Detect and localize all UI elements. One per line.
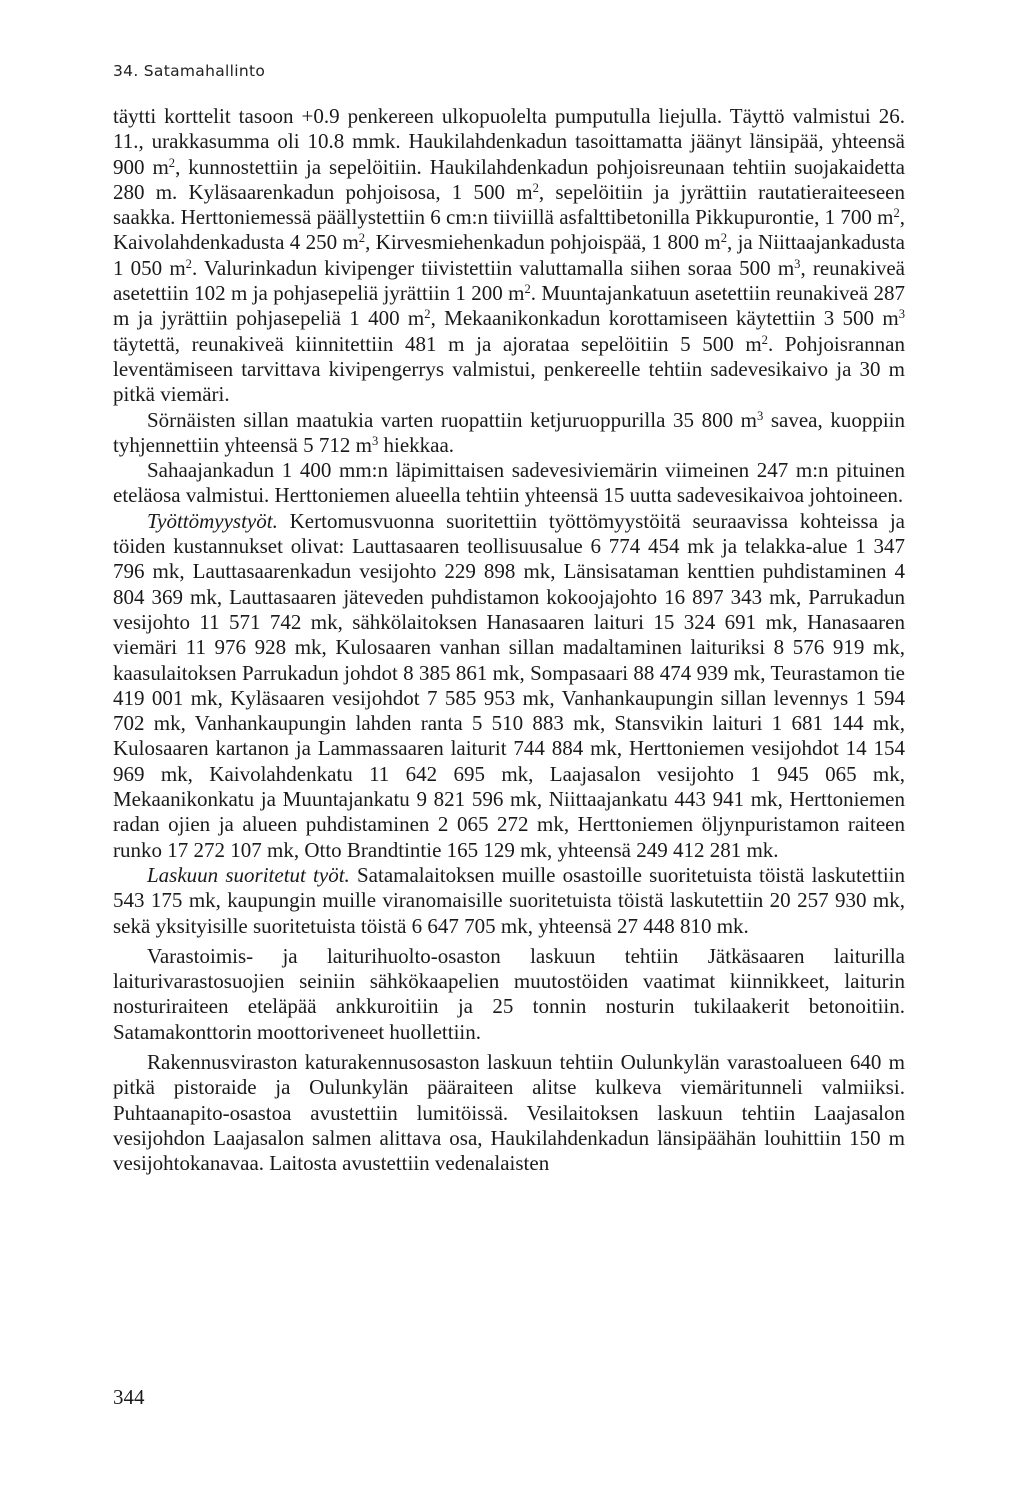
paragraph <box>113 944 905 1045</box>
text-run: Varastoimis- ja laiturihuolto-osaston laskuun tehtiin Jätkäsaaren laiturilla laiturivarastosuojien seiniin sähkökaapelien muutostöiden vaatimat kiinnikkeet, laiturin nosturiraiteen eteläpää ankkuroitiin ja 25 tonnin nosturin tukilaakerit betonoitiin. Satamakonttorin moottoriveneet huollettiin. <box>113 943 905 1044</box>
paragraph <box>113 408 905 459</box>
superscript: 2 <box>185 256 192 271</box>
superscript: 3 <box>898 307 905 322</box>
paragraph <box>113 458 905 509</box>
text-run: Rakennusviraston katurakennusosaston laskuun tehtiin Oulunkylän varastoalueen 640 m pitkä pistoraide ja Oulunkylän pääraiteen alitse kulkeva viemäritunneli valmiiksi. Puhtaanapito-osastoa avustettiin lumitöissä. Vesilaitoksen laskuun tehtiin Laajasalon vesijohdon Laajasalon salmen alittava osa, Haukilahdenkadun länsipäähän louhittiin 150 m vesijohtokanavaa. Laitosta avustettiin vedenalaisten <box>113 1049 905 1176</box>
text-run: Satamalaitoksen muille osastoille suoritetuista töistä laskutettiin 543 175 mk, kaupungin muille viranomaisille suoritetuista töistä laskutettiin 20 257 930 mk, sekä yksityisille suoritetuista töistä 6 647 705 mk, yhteensä 27 448 810 mk. <box>113 862 905 938</box>
superscript: 2 <box>532 180 539 195</box>
text-run: Sahaajankadun 1 400 mm:n läpimittaisen sadevesiviemärin viimeinen 247 m:n pituinen eteläosa valmistui. Herttoniemen alueella tehtiin yhteensä 15 uutta sadevesikaivoa johtoineen. <box>113 458 905 508</box>
text-run: täytettä, reunakiveä kiinnitettiin 481 m ja ajorataa sepelöitiin 5 500 m <box>113 331 762 356</box>
superscript: 2 <box>168 155 176 170</box>
paragraph <box>113 509 905 863</box>
paragraph <box>113 1050 905 1176</box>
paragraph <box>113 863 905 939</box>
running-head: 34. Satamahallinto <box>113 62 266 80</box>
text-run: , Kaivolahdenkadusta 4 250 m <box>113 205 905 255</box>
superscript: 3 <box>371 433 379 448</box>
text-run: , reunakiveä asetettiin 102 m ja pohjasepeliä jyrättiin 1 200 m <box>113 255 905 306</box>
body-text <box>113 104 905 1176</box>
text-run: , kunnostettiin ja sepelöitiin. Haukilahdenkadun pohjoisreunaan tehtiin suojakaidetta 280 m. Kyläsaarenkadun pohjoisosa, 1 500 m <box>113 154 905 204</box>
superscript: 2 <box>358 231 366 246</box>
text-run: . Muuntajankatuun asetettiin reunakiveä 287 m ja jyrättiin pohjasepeliä 1 400 m <box>113 281 905 331</box>
section-heading-inline: Laskuun suoritetut työt. <box>147 862 350 887</box>
superscript: 2 <box>524 282 531 297</box>
superscript: 2 <box>424 307 431 322</box>
text-run: . Valurinkadun kivipenger tiivistettiin valuttamalla siihen soraa 500 m <box>191 255 795 280</box>
superscript: 3 <box>757 408 764 423</box>
text-run: hiekkaa. <box>378 432 455 457</box>
text-run: , Kirvesmiehenkadun pohjoispää, 1 800 m <box>365 230 721 255</box>
superscript: 2 <box>893 206 900 221</box>
section-heading-inline: Työttömyystyöt. <box>147 508 278 533</box>
text-run: Sörnäisten sillan maatukia varten ruopattiin ketjuruoppurilla 35 800 m <box>147 407 757 432</box>
superscript: 2 <box>761 332 768 347</box>
text-run: , sepelöitiin ja jyrättiin rautatieraiteeseen saakka. Herttoniemessä päällystettiin 6 cm:n tiiviillä asfalttibetonilla Pikkupurontie, 1 700 m <box>113 179 905 230</box>
text-run: , Mekaanikonkadun korottamiseen käytettiin 3 500 m <box>430 306 899 331</box>
text-run: täytti korttelit tasoon +0.9 penkereen ulkopuolelta pumputulla liejulla. Täyttö valmistui 26. 11., urakkasumma oli 10.8 mmk. Haukilahdenkadun tasoittamatta jäänyt länsipää, yhteensä 900 m <box>113 104 905 179</box>
superscript: 3 <box>794 256 801 271</box>
paragraph <box>113 104 905 408</box>
text-run: . Pohjoisrannan leventämiseen tarvittava kivipengerrys valmistui, penkereelle tehtiin sadevesikaivo ja 30 m pitkä viemäri. <box>113 331 905 407</box>
text-run: Kertomusvuonna suoritettiin työttömyystöitä seuraavissa kohteissa ja töiden kustannukset olivat: Lauttasaaren teollisuusalue 6 774 454 mk ja telakka-alue 1 347 796 mk, Lauttasaarenkadun vesijohto 229 898 mk, Länsisataman kenttien puhdistaminen 4 804 369 mk, Lauttasaaren jäteveden puhdistamon kokoojajohto 16 897 343 mk, Parrukadun vesijohto 11 571 742 mk, sähkölaitoksen Hanasaaren laituri 15 324 691 mk, Hanasaaren viemäri 11 976 928 mk, Kulosaaren vanhan sillan madaltaminen laituriksi 8 576 919 mk, kaasulaitoksen Parrukadun johdot 8 385 861 mk, Sompasaari 88 474 939 mk, Teurastamon tie 419 001 mk, Kyläsaaren vesijohdot 7 585 953 mk, Vanhankaupungin sillan levennys 1 594 702 mk, Vanhankaupungin lahden ranta 5 510 883 mk, Stansvikin laituri 1 681 144 mk, Kulosaaren kartanon ja Lammassaaren laiturit 744 884 mk, Herttoniemen vesijohdot 14 154 969 mk, Kaivolahdenkatu 11 642 695 mk, Laajasalon vesijohto 1 945 065 mk, Mekaanikonkatu ja Muuntajankatu 9 821 596 mk, Niittaajankatu 443 941 mk, Herttoniemen radan ojien ja alueen puhdistaminen 2 065 272 mk, Herttoniemen öljynpuristamon raiteen runko 17 272 107 mk, Otto Brandtintie 165 129 mk, yhteensä 249 412 281 mk. <box>113 508 905 862</box>
text-run: savea, kuoppiin tyhjennettiin yhteensä 5 712 m <box>113 407 906 457</box>
page-number: 344 <box>113 1385 145 1409</box>
text-run: , ja Niittaajankadusta 1 050 m <box>113 230 906 280</box>
superscript: 2 <box>720 231 727 246</box>
